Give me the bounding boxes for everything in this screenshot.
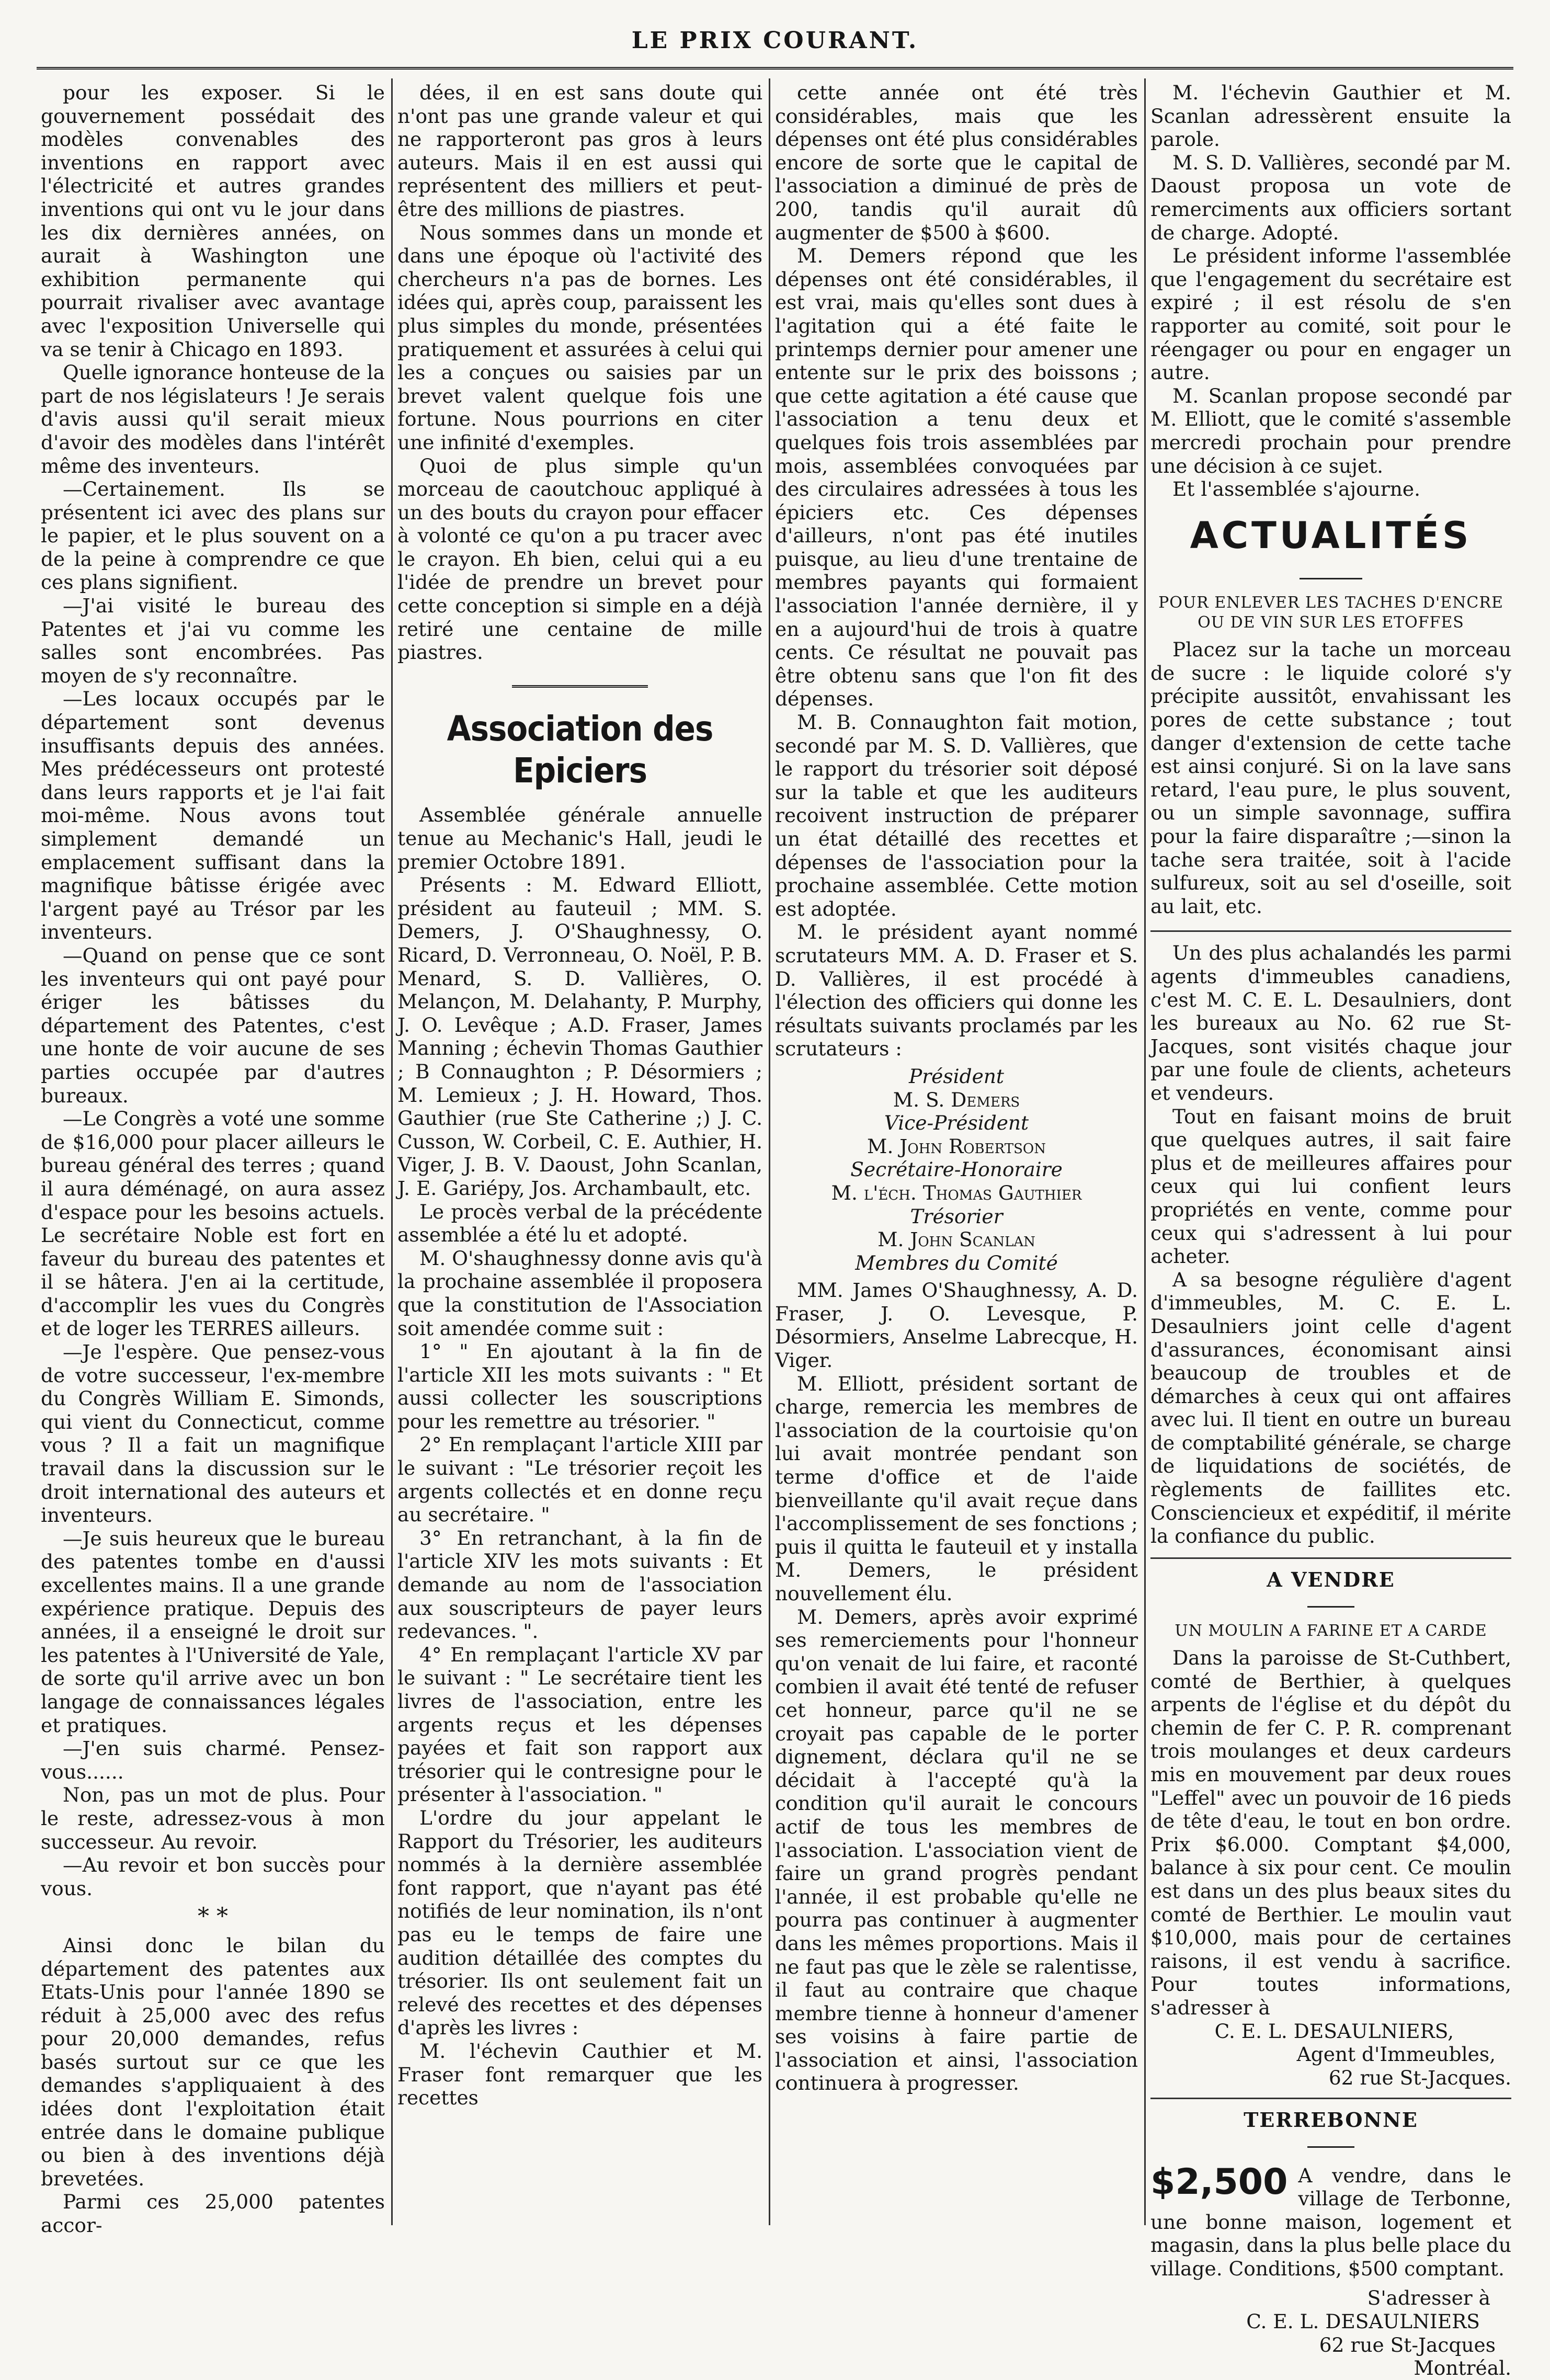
column-3 [775, 81, 1138, 2223]
col3-paragraphs [775, 81, 1138, 1061]
association-heading: Association des Epiciers [447, 709, 713, 791]
paragraph: —Je suis heureux que le bureau des patentes tombe en d'aussi excellentes mains. Il a une grande expérience pratique. Depuis des années, il a enseigné le droit sur les patentes à l'Université de Yale, de sorte qu'il arrive avec un bon langage de connaissances légales et pratiques. [41, 1527, 385, 1737]
paragraph: Un des plus achalandés les parmi agents d'immeubles canadiens, c'est M. C. E. L. Desaulniers, dont les bureaux au No. 62 rue St-Jacques, sont visités chaque jour par une foule de clients, acheteurs et vendeurs. [1150, 941, 1511, 1104]
paragraph: 4° En remplaçant l'article XV par le suivant : " Le secrétaire tient les livres de l'association, entre les argents reçus et les dépenses payées et fait son rapport aux trésorier qui le contresigne pour le présenter à l'association. " [397, 1643, 762, 1806]
a-vendre-subheading: UN MOULIN A FARINE ET A CARDE [1175, 1622, 1487, 1641]
col4-paragraphs [1150, 81, 1511, 501]
paragraph: M. l'échevin Gauthier et M. Scanlan adressèrent ensuite la parole. [1150, 81, 1511, 151]
paragraph: —Je l'espère. Que pensez-vous de votre successeur, l'ex-membre du Congrès William E. Simonds, qui vient du Connecticut, comme vous ? Il a fait un magnifique travail dans la discussion sur le droit international des auteurs et inventeurs. [41, 1340, 385, 1527]
officers-list [775, 1065, 1138, 1274]
actualites-body [1150, 638, 1511, 918]
paragraph: —Au revoir et bon succès pour vous. [41, 1853, 385, 1900]
officer-name: M. John Robertson [867, 1134, 1046, 1158]
a-vendre-signature-name: C. E. L. DESAULNIERS, [1214, 2019, 1454, 2043]
paragraph: M. Elliott, président sortant de charge, remercia les membres de l'association de la courtoisie qu'on lui avait montrée pendant son terme d'office et de l'aide bienveillante qu'il avait reçue dans l'accomplissement de ses fonctions ; puis il quitta le fauteuil et y installa M. Demers, le président nouvellement élu. [775, 1372, 1138, 1605]
paragraph: —Quand on pense que ce sont les inventeurs qui ont payé pour ériger les bâtisses du département des Patentes, c'est une honte de voir aucune de ses parties occupée par d'autres bureaux. [41, 943, 385, 1107]
a-vendre-body: Dans la paroisse de St-Cuthbert, comté de Berthier, à quelques arpents de l'église et du dépôt du chemin de fer C. P. R. comprenant trois moulanges et deux cardeurs mis en mouvement par deux roues "Leffel" avec un pouvoir de 16 pieds de tête d'eau, le tout en bon ordre. Prix $6.000. Comptant $4,000, balance à six pour cent. Ce moulin est dans un des plus beaux sites du comté de Berthier. Le moulin vaut $10,000, mais pour de certaines raisons, il est vendu à sacrifice. Pour toutes informations, s'adresser à [1150, 1646, 1511, 2019]
a-vendre-rule [1150, 1595, 1511, 1618]
column-rule-2 [769, 78, 770, 2225]
column-2 [397, 81, 762, 2223]
paragraph: M. le président ayant nommé scrutateurs MM. A. D. Fraser et S. D. Vallières, il est procédé à l'élection des officiers qui donne les résultats suivants proclamés par les scrutateurs : [775, 920, 1138, 1061]
actualites-heading: ACTUALITÉS [1190, 514, 1472, 557]
divider [1150, 930, 1511, 932]
paragraph: cette année ont été très considérables, mais que les dépenses ont été plus considérables encore de sorte que le capital de l'association a diminué de près de 200, tandis qu'il aurait dû augmenter de $500 à $600. [775, 81, 1138, 244]
column-1 [41, 81, 385, 2237]
paragraph: A sa besogne régulière d'agent d'immeubles, M. C. E. L. Desaulniers joint celle d'agent d'assurances, économisant ainsi beaucoup de troubles et de démarches à ceux qui ont affaires avec lui. Il tient en outre un bureau de comptabilité générale, se charge de liquidations de sociétés, de règlements de faillites etc. Consciencieux et expéditif, il mérite la confiance du public. [1150, 1268, 1511, 1548]
divider [1150, 1557, 1511, 1559]
officer-role: Président [908, 1064, 1004, 1088]
terrebonne-price: $2,500 [1150, 2161, 1288, 2203]
a-vendre-heading: A VENDRE [1267, 1567, 1395, 1591]
officer-role: Secrétaire-Honoraire [850, 1158, 1063, 1181]
paragraph: Nous sommes dans un monde et dans une époque où l'activité des chercheurs n'a pas de bornes. Les idées qui, après coup, paraissent les plus simples du monde, présentées pratiquement et assurées à celui qui les a conçues ou saisies par un brevet valent quelque fois une fortune. Nous pourrions en citer une infinité d'exemples. [397, 221, 762, 454]
column-4 [1150, 81, 1511, 2380]
officer-name: M. S. Demers [893, 1088, 1020, 1111]
paragraph: 1° " En ajoutant à la fin de l'article XII les mots suivants : " Et aussi collecter les souscriptions pour les remettre au trésorier. " [397, 1340, 762, 1433]
paragraph: pour les exposer. Si le gouvernement possédait des modèles convenables des inventions en rapport avec l'électricité et autres grandes inventions qui ont vu le jour dans les dix dernières années, on aurait à Washington une exhibition permanente qui pourrait rivaliser avec avantage avec l'exposition Universelle qui va se tenir à Chicago en 1893. [41, 81, 385, 361]
masthead: LE PRIX COURANT. [631, 27, 919, 54]
masthead-rule [37, 67, 1513, 70]
paragraph: —Les locaux occupés par le département sont devenus insuffisants depuis des années. Mes prédécesseurs ont protesté dans leurs rapports et je l'ai fait moi-même. Nous avons tout simplement demandé un emplacement suffisant dans la magnifique bâtisse érigée avec l'argent payé au Trésor par les inventeurs. [41, 687, 385, 944]
paragraph: M. Demers, après avoir exprimé ses remerciements pour l'honneur qu'on venait de lui faire, et raconté combien il avait été tenté de refuser cet honneur, parce qu'il ne se croyait pas capable de le porter dignement, déclara qu'il ne se décidait à l'accepté qu'à la condition qu'il aurait le concours actif de tous les membres de l'association. L'association vient de faire un grand progrès pendant l'année, il est probable qu'elle ne pourra pas continuer à augmenter dans les mêmes proportions. Mais il ne faut pas que le zèle se ralentisse, il faut au contraire que chaque membre tienne à honneur d'amener ses voisins à faire partie de l'association et ainsi, l'association continuera à progresser. [775, 1605, 1138, 2095]
terrebonne-ad [1150, 2161, 1511, 2281]
association-paragraphs [397, 803, 762, 2109]
paragraph: M. Demers répond que les dépenses ont été considérables, il est vrai, mais qu'elles sont dues à l'agitation qui a été faite le printemps dernier pour amener une entente sur le prix des boissons ; que cette agitation a été cause que l'association a tenu deux et quelques fois trois assemblées par mois, assemblées convoquées par des circulaires adressées à tous les épiciers etc. Ces dépenses d'ailleurs, n'ont pas été inutiles puisque, au lieu d'une trentaine de membres payants qui formaient l'association l'année dernière, il y en a aujourd'hui de trois à quatre cents. Ce résultat ne pouvait pas être obtenu sans que l'on fit des dépenses. [775, 244, 1138, 711]
paragraph: Ainsi donc le bilan du département des patentes aux Etats-Unis pour l'année 1890 se réduit à 25,000 avec des refus pour 20,000 demandes, refus basés surtout sur ce que les demandes s'appliquaient à des idées dont l'exploitation était entrée dans le domaine publique ou bien à des inventions déjà brevetées. [41, 1933, 385, 2190]
col1-paragraphs [41, 81, 385, 1900]
paragraph: L'ordre du jour appelant le Rapport du Trésorier, les auditeurs nommés à la dernière assemblée font rapport, que n'ayant pas été notifiés de leur nomination, ils n'ont pas eu le temps de faire une audition détaillée des comptes du trésorier. Ils ont seulement fait un relevé des recettes et des dépenses d'après les livres : [397, 1806, 762, 2040]
paragraph: Assemblée générale annuelle tenue au Mechanic's Hall, jeudi le premier Octobre 1891. [397, 803, 762, 873]
paragraph: —Le Congrès a voté une somme de $16,000 pour placer ailleurs le bureau général des terres ; quand il aura déménagé, on aura assez d'espace pour les besoins actuels. Le secrétaire Noble est fort en faveur du bureau des patentes et il se hâtera. J'en ai la certitude, d'accomplir les vues du Congrès et de loger les TERRES ailleurs. [41, 1107, 385, 1340]
paragraph: —Certainement. Ils se présentent ici avec des plans sur le papier, et le plus souvent on a de la peine à comprendre ce que ces plans signifient. [41, 477, 385, 594]
officer-role: Vice-Président [884, 1111, 1029, 1135]
desaulniers-paragraphs [1150, 941, 1511, 1547]
paragraph: Non, pas un mot de plus. Pour le reste, adressez-vous à mon successeur. Au revoir. [41, 1783, 385, 1853]
terrebonne-rule [1150, 2135, 1511, 2159]
section-divider [397, 675, 762, 698]
officer-name: M. l'éch. Thomas Gauthier [831, 1181, 1082, 1204]
column-rule-3 [1144, 78, 1146, 2225]
column-rule-1 [391, 78, 393, 2225]
section-stars: * * [198, 1903, 228, 1930]
divider [1150, 2098, 1511, 2099]
terrebonne-signature-4: Montréal. [1414, 2356, 1511, 2380]
paragraph: M. Scanlan propose secondé par M. Elliott, que le comité s'assemble mercredi prochain pour prendre une décision à ce sujet. [1150, 384, 1511, 477]
paragraph: Quoi de plus simple qu'un morceau de caoutchouc appliqué à un des bouts du crayon pour effacer à volonté ce qu'on a pu tracer avec le crayon. Eh bien, celui qui a eu l'idée de prendre un brevet pour cette conception si simple en a déjà retiré une centaine de mille piastres. [397, 454, 762, 664]
col1-after-paragraphs [41, 1934, 385, 2237]
terrebonne-signature-2: C. E. L. DESAULNIERS [1246, 2310, 1480, 2333]
officer-role: Membres du Comité [855, 1251, 1058, 1274]
paragraph: —J'ai visité le bureau des Patentes et j'ai vu comme les salles sont encombrées. Pas moyen de s'y reconnaître. [41, 594, 385, 687]
paragraph: M. O'shaughnessy donne avis qu'à la prochaine assemblée il proposera que la constitution de l'Association soit amendée comme suit : [397, 1246, 762, 1340]
paragraph: Le président informe l'assemblée que l'engagement du secrétaire est expiré ; il est résolu de s'en rapporter au comité, soit pour le réengager ou pour en engager un autre. [1150, 244, 1511, 384]
paragraph: Parmi ces 25,000 patentes accor- [41, 2190, 385, 2237]
paragraph: 3° En retranchant, à la fin de l'article XIV les mots suivants : Et demande au nom de l'association aux souscripteurs de payer leurs redevances. ". [397, 1526, 762, 1643]
actualites-subheading: POUR ENLEVER LES TACHES D'ENCRE OU DE VIN SUR LES ETOFFES [1158, 594, 1503, 632]
paragraph: M. l'échevin Cauthier et M. Fraser font remarquer que les recettes [397, 2039, 762, 2110]
terrebonne-signature-1: S'adresser à [1367, 2286, 1490, 2310]
a-vendre-signature-address: 62 rue St-Jacques. [1328, 2066, 1511, 2089]
officer-role: Trésorier [910, 1204, 1003, 1228]
paragraph: M. B. Connaughton fait motion, secondé par M. S. D. Vallières, que le rapport du trésorier soit déposé sur la table et que les auditeurs recoivent instruction de préparer un état détaillé des recettes et dépenses de l'association pour la prochaine assemblée. Cette motion est adoptée. [775, 711, 1138, 920]
paragraph: Le procès verbal de la précédente assemblée a été lu et adopté. [397, 1200, 762, 1247]
a-vendre-signature-title: Agent d'Immeubles, [1296, 2043, 1496, 2066]
paragraph: Quelle ignorance honteuse de la part de nos législateurs ! Je serais d'avis aussi qu'il serait mieux d'avoir des modèles dans l'intérêt même des inventeurs. [41, 361, 385, 477]
paragraph: —J'en suis charmé. Pensez-vous...... [41, 1737, 385, 1783]
paragraph: Tout en faisant moins de bruit que quelques autres, il sait faire plus et de meilleures affaires pour ceux qui lui confient leurs propriétés en vente, comme pour ceux qui s'adressent à lui pour acheter. [1150, 1104, 1511, 1268]
terrebonne-heading: TERREBONNE [1244, 2108, 1418, 2132]
terrebonne-body: A vendre, dans le village de Terbonne, une bonne maison, logement et magasin, dans la plus belle place du village. Conditions, $500 comptant. [1150, 2163, 1511, 2280]
col2-paragraphs [397, 81, 762, 664]
paragraph: Placez sur la tache un morceau de sucre : le liquide coloré s'y précipite aussitôt, envahissant les pores de cette substance ; tout danger d'extension de cette tache est ainsi conjuré. Si on la lave sans retard, l'eau pure, le plus souvent, ou un simple savonnage, suffira pour la faire disparaître ;—sinon la tache sera traitée, soit à l'acide sulfureux, soit au sel d'oseille, soit au lait, etc. [1150, 638, 1511, 918]
officer-name: M. John Scanlan [877, 1228, 1035, 1251]
paragraph: M. S. D. Vallières, secondé par M. Daoust proposa un vote de remerciments aux officiers sortant de charge. Adopté. [1150, 151, 1511, 244]
paragraph: dées, il en est sans doute qui n'ont pas une grande valeur et qui ne rapporteront pas gros à leurs auteurs. Mais il en est aussi qui représentent des milliers et peut-être des millions de piastres. [397, 81, 762, 221]
paragraph: 2° En remplaçant l'article XIII par le suivant : "Le trésorier reçoit les argents collectés et en donne reçu au secrétaire. " [397, 1433, 762, 1527]
terrebonne-signature-3: 62 rue St-Jacques [1319, 2333, 1496, 2356]
paragraph: Et l'assemblée s'ajourne. [1172, 477, 1421, 501]
paragraph: Présents : M. Edward Elliott, président au fauteuil ; MM. S. Demers, J. O'Shaughnessy, O. Ricard, D. Verronneau, O. Noël, P. B. Menard, S. D. Vallières, O. Melançon, M. Delahanty, P. Murphy, J. O. Levêque ; A.D. Fraser, James Manning ; échevin Thomas Gauthier ; B Connaughton ; P. Désormiers ; M. Lemieux ; J. H. Howard, Thos. Gauthier (rue Ste Catherine ;) J. C. Cusson, W. Corbeil, C. E. Authier, H. Viger, J. B. V. Daoust, John Scanlan, J. E. Gariépy, Jos. Archambault, etc. [397, 873, 762, 1200]
paragraph: MM. James O'Shaughnessy, A. D. Fraser, J. O. Levesque, P. Désormiers, Anselme Labrecque, H. Viger. [775, 1279, 1138, 1372]
actualites-rule [1150, 567, 1511, 590]
col3-after-paragraphs [775, 1279, 1138, 2095]
